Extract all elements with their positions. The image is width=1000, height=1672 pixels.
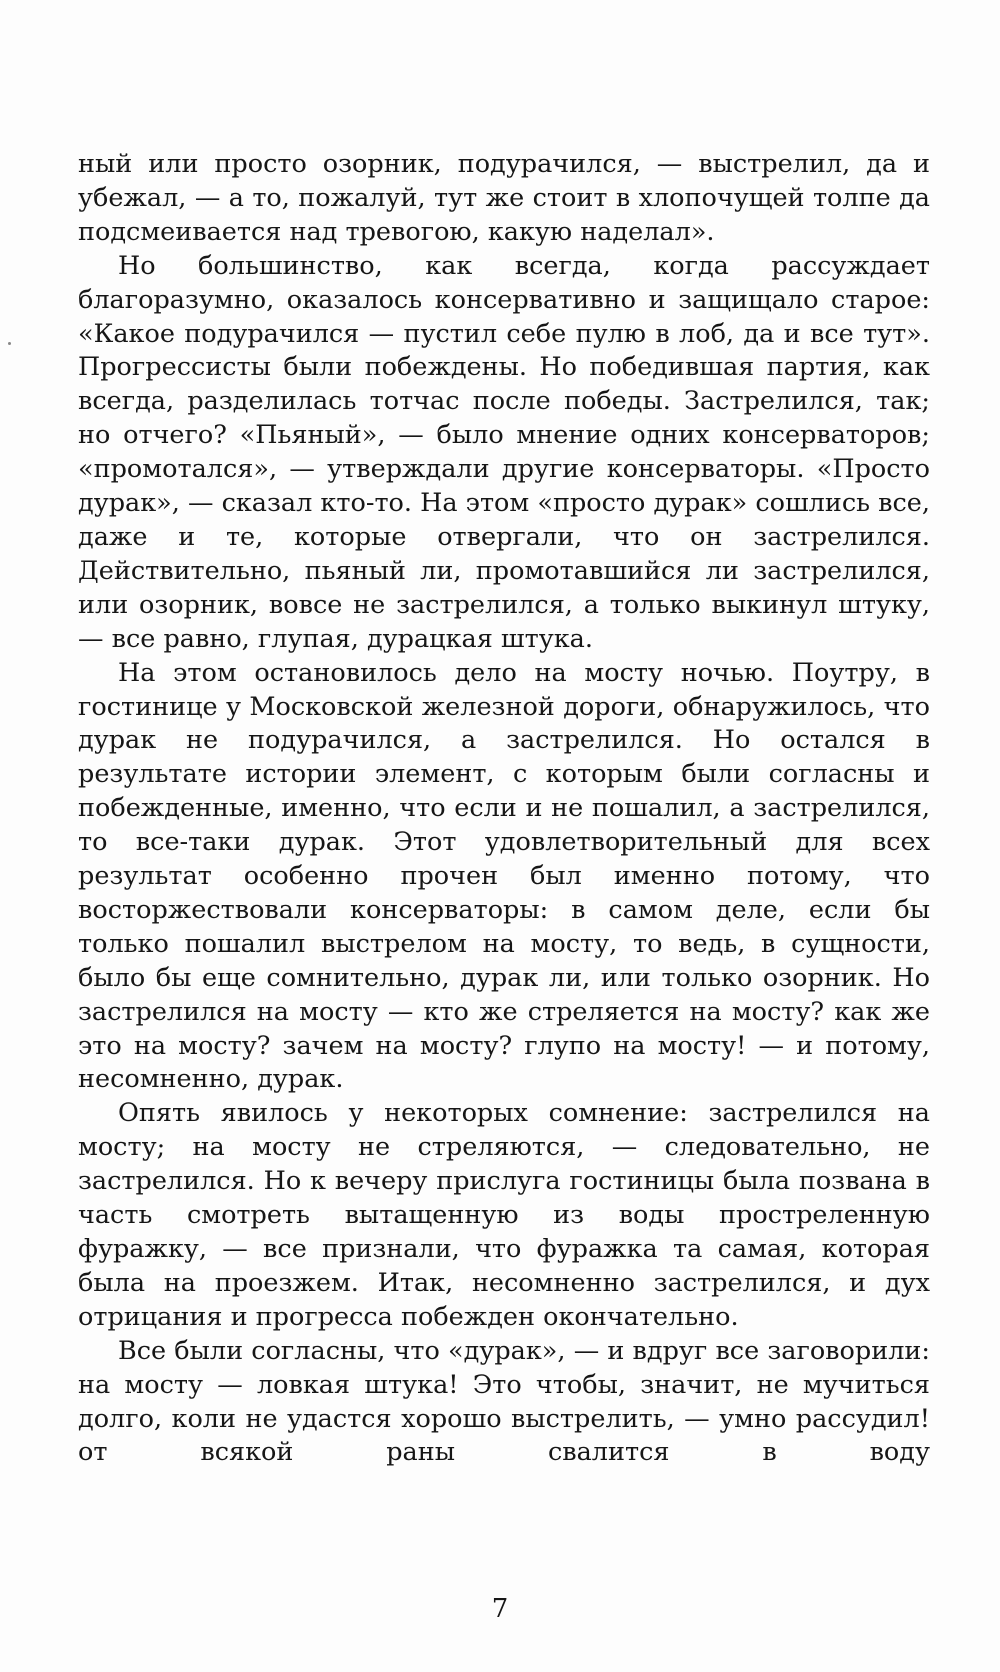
body-text: [78, 148, 930, 1470]
paragraph: Все были согласны, что «дурак», — и вдруг все заговорили: на мосту — ловкая штука! Это чтобы, значит, не мучиться долго, коли не удастся хорошо выстрелить, — умно рассудил! от всякой раны свалится в воду: [78, 1335, 930, 1468]
paragraph: Но большинство, как всегда, когда рассуждает благоразумно, оказалось консервативно и защищало старое: «Какое подурачился — пустил себе пулю в лоб, да и все тут». Прогрессисты были побеждены. Но победившая партия, как всегда, разделилась тотчас после победы. Застрелился, так; но отчего? «Пьяный», — было мнение одних консерваторов; «промотался», — утверждали другие консерваторы. «Просто дурак», — сказал кто-то. На этом «просто дурак» сошлись все, даже и те, которые отвергали, что он застрелился. Действительно, пьяный ли, промотавшийся ли застрелился, или озорник, вовсе не застрелился, а только выкинул штуку, — все равно, глупая, дурацкая штука.: [78, 250, 930, 654]
paragraph: На этом остановилось дело на мосту ночью. Поутру, в гостинице у Московской железной дороги, обнаружилось, что дурак не подурачился, а застрелился. Но остался в результате истории элемент, с которым были согласны и побежденные, именно, что если и не пошалил, а застрелился, то все-таки дурак. Этот удовлетворительный для всех результат особенно прочен был именно потому, что восторжествовали консерваторы: в самом деле, если бы только пошалил выстрелом на мосту, то ведь, в сущности, было бы еще сомнительно, дурак ли, или только озорник. Но застрелился на мосту — кто же стреляется на мосту? как же это на мосту? зачем на мосту? глупо на мосту! — и потому, несомненно, дурак.: [78, 657, 930, 1095]
paragraph: Опять явилось у некоторых сомнение: застрелился на мосту; на мосту не стреляются, — следовательно, не застрелился. Но к вечеру прислуга гостиницы была позвана в часть смотреть вытащенную из воды простреленную фуражку, — все признали, что фуражка та самая, которая была на проезжем. Итак, несомненно застрелился, и дух отрицания и прогресса побежден окончательно.: [78, 1098, 930, 1332]
margin-speck: [8, 342, 11, 345]
page-number: 7: [491, 1594, 509, 1624]
paragraph-continuation: ный или просто озорник, подурачился, — выстрелил, да и убежал, — а то, пожалуй, тут же стоит в хлопочущей толпе да подсмеивается над тревогою, какую наделал».: [78, 149, 930, 247]
